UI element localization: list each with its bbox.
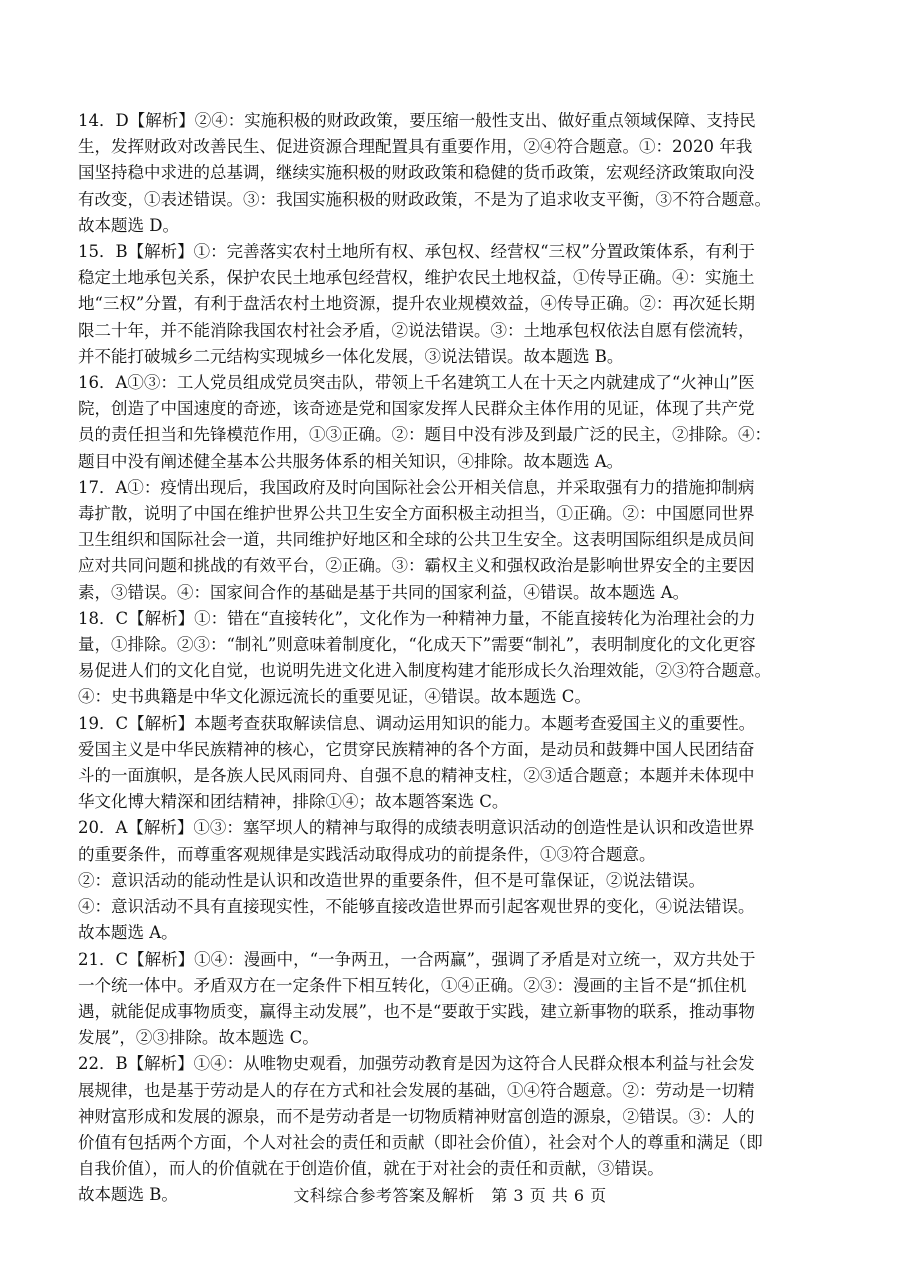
text-line: ②：意识活动的能动性是认识和改造世界的重要条件，但不是可靠保证，②说法错误。 [78, 870, 705, 890]
text-line: 神财富形成和发展的源泉，而不是劳动者是一切物质精神财富创造的源泉，②错误。③：人的 [78, 1106, 755, 1126]
text-line: 素，③错误。④：国家间合作的基础是基于共同的国家利益，④错误。故本题选 A。 [78, 582, 690, 602]
text-line: 20．A【解析】①③：塞罕坝人的精神与取得的成绩表明意识活动的创造性是认识和改造世界 [78, 818, 755, 838]
answer-item [78, 606, 826, 711]
text-line: 故本题选 A。 [78, 923, 178, 943]
text-line: 22．B【解析】①④：从唯物史观看，加强劳动教育是因为这符合人民群众根本利益与社会发 [78, 1054, 755, 1074]
text-line: ④：史书典籍是中华文化源远流长的重要见证，④错误。故本题选 C。 [78, 687, 591, 707]
page-footer: 文科综合参考答案及解析 第 3 页 共 6 页 [293, 1186, 607, 1205]
text-line: 爱国主义是中华民族精神的核心，它贯穿民族精神的各个方面，是动员和鼓舞中国人民团结奋 [78, 739, 755, 759]
answer-item [78, 947, 826, 1052]
text-line: 一个统一体中。矛盾双方在一定条件下相互转化，①④正确。②③：漫画的主旨不是“抓住机 [78, 975, 747, 995]
answer-item [78, 475, 826, 606]
text-line: 地“三权”分置，有利于盘活农村土地资源，提升农业规模效益，④传导正确。②：再次延长期 [78, 294, 755, 314]
text-line: 有改变，①表述错误。③：我国实施积极的财政政策，不是为了追求收支平衡，③不符合题意。 [78, 189, 771, 209]
text-line: 展规律，也是基于劳动是人的存在方式和社会发展的基础，①④符合题意。②：劳动是一切精 [78, 1080, 755, 1100]
text-line: 国坚持稳中求进的总基调，继续实施积极的财政政策和稳健的货币政策，宏观经济政策取向没 [78, 163, 755, 183]
text-line: 遇，就能促成事物质变，赢得主动发展”，也不是“要敢于实践，建立新事物的联系，推动事物 [78, 1001, 755, 1021]
text-line: 生，发挥财政对改善民生、促进资源合理配置具有重要作用，②④符合题意。①：2020 年我 [78, 137, 753, 157]
text-line: 院，创造了中国速度的奇迹，该奇迹是党和国家发挥人民群众主体作用的见证，体现了共产党 [78, 399, 755, 419]
text-line: 稳定土地承包关系，保护农民土地承包经营权，维护农民土地权益，①传导正确。④：实施土 [78, 268, 755, 288]
text-line: 18．C【解析】①：错在“直接转化”，文化作为一种精神力量，不能直接转化为治理社会的力 [78, 608, 756, 628]
text-line: 19．C【解析】本题考查获取解读信息、调动运用知识的能力。本题考查爱国主义的重要性。 [78, 713, 756, 733]
text-line: 价值有包括两个方面，个人对社会的责任和贡献（即社会价值），社会对个人的尊重和满足（即 [78, 1132, 763, 1152]
answer-item [78, 239, 826, 370]
answer-item [78, 108, 826, 239]
text-line: 16．A①③：工人党员组成党员突击队，带领上千名建筑工人在十天之内就建成了“火神山”医 [78, 373, 755, 393]
text-line: 量，①排除。②③：“制礼”则意味着制度化，“化成天下”需要“制礼”，表明制度化的文化更容 [78, 635, 756, 655]
answer-item [78, 370, 826, 475]
answer-explanations [78, 108, 826, 1209]
text-line: 21．C【解析】①④：漫画中，“一争两丑，一合两赢”，强调了矛盾是对立统一，双方共处于 [78, 949, 756, 969]
text-line: ④：意识活动不具有直接现实性，不能够直接改造世界而引起客观世界的变化，④说法错误。 [78, 897, 755, 917]
text-line: 15．B【解析】①：完善落实农村土地所有权、承包权、经营权“三权”分置政策体系，有利于 [78, 242, 755, 262]
text-line: 限二十年，并不能消除我国农村社会矛盾，②说法错误。③：土地承包权依法自愿有偿流转， [78, 320, 755, 340]
text-line: 易促进人们的文化自觉，也说明先进文化进入制度构建才能形成长久治理效能，②③符合题意。 [78, 661, 771, 681]
text-line: 华文化博大精深和团结精神，排除①④；故本题答案选 C。 [78, 792, 509, 812]
text-line: 毒扩散，说明了中国在维护世界公共卫生安全方面积极主动担当，①正确。②：中国愿同世界 [78, 504, 755, 524]
text-line: 14．D【解析】②④：实施积极的财政政策，要压缩一般性支出、做好重点领域保障、支持民 [78, 111, 756, 130]
text-line: 17．A①：疫情出现后，我国政府及时向国际社会公开相关信息，并采取强有力的措施抑制病 [78, 477, 755, 497]
text-line: 故本题选 D。 [78, 215, 179, 235]
text-line: 斗的一面旗帜，是各族人民风雨同舟、自强不息的精神支柱，②③适合题意；本题并未体现中 [78, 766, 755, 786]
text-line: 发展”，②③排除。故本题选 C。 [78, 1028, 319, 1048]
text-line: 应对共同问题和挑战的有效平台，②正确。③：霸权主义和强权政治是影响世界安全的主要因 [78, 556, 755, 576]
answer-item [78, 711, 826, 816]
text-line: 并不能打破城乡二元结构实现城乡一体化发展，③说法错误。故本题选 B。 [78, 346, 624, 366]
text-line: 的重要条件，而尊重客观规律是实践活动取得成功的前提条件，①③符合题意。 [78, 844, 656, 864]
text-line: 卫生组织和国际社会一道，共同维护好地区和全球的公共卫生安全。这表明国际组织是成员间 [78, 530, 755, 550]
text-line: 故本题选 B。 [78, 1185, 178, 1205]
answer-item [78, 815, 826, 946]
text-line: 自我价值），而人的价值就在于创造价值，就在于对社会的责任和贡献，③错误。 [78, 1159, 664, 1179]
text-line: 题目中没有阐述健全基本公共服务体系的相关知识，④排除。故本题选 A。 [78, 451, 624, 471]
text-line: 员的责任担当和先锋模范作用，①③正确。②：题目中没有涉及到最广泛的民主，②排除。④： [78, 425, 771, 445]
